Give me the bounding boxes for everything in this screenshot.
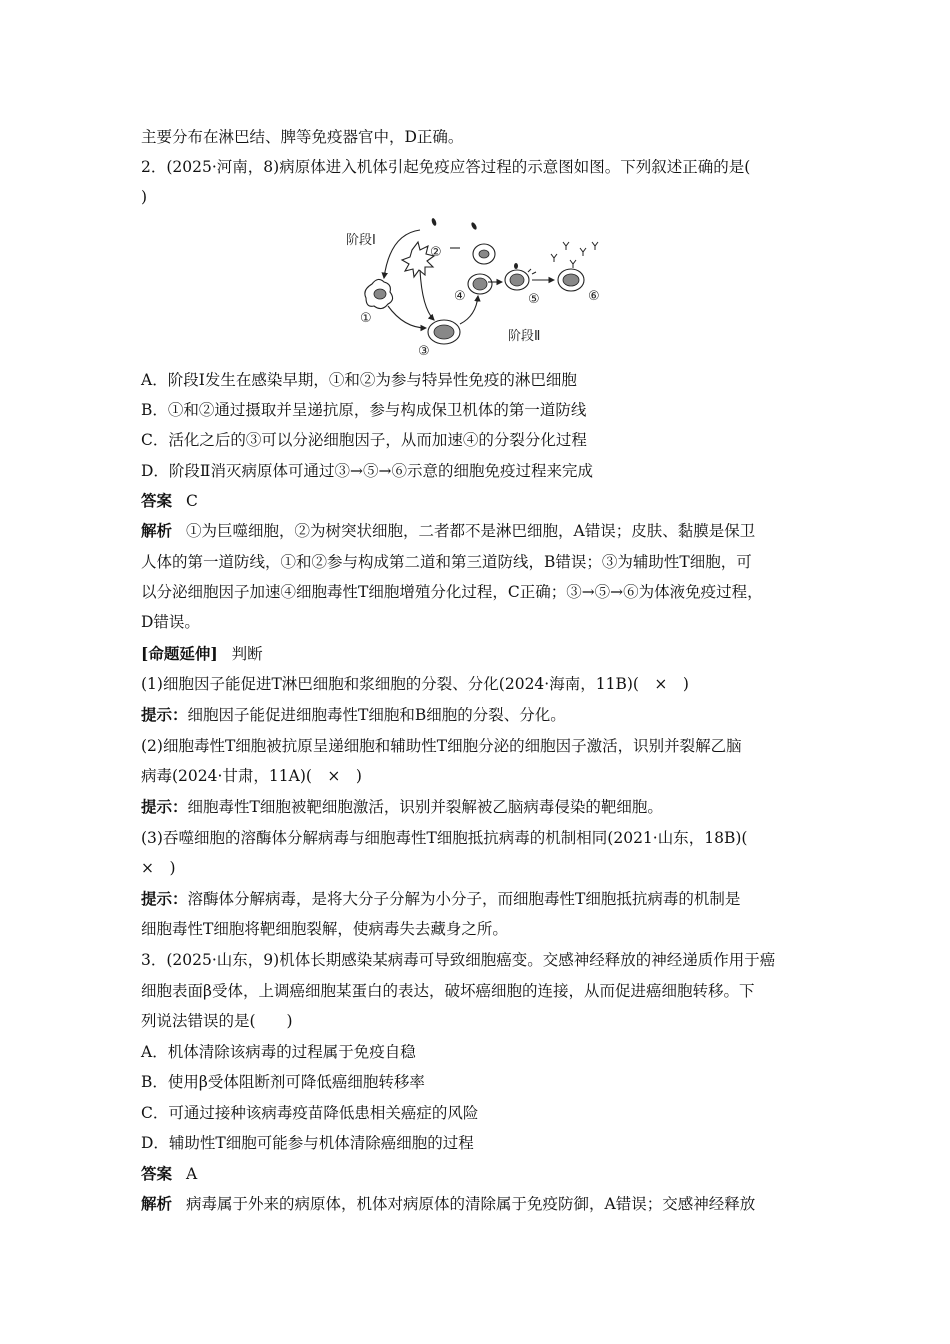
analysis-line — [141, 521, 755, 541]
text: D．辅助性T细胞可能参与机体清除癌细胞的过程 — [141, 1134, 474, 1152]
text: D错误。 — [141, 613, 200, 631]
judgment-1 — [141, 674, 689, 694]
text: 以分泌细胞因子加速④细胞毒性T细胞增殖分化过程，C正确；③→⑤→⑥为体液免疫过程， — [141, 583, 763, 601]
stage-2-label: 阶段Ⅱ — [508, 329, 541, 344]
text-line — [141, 1011, 293, 1031]
hint-label: 提示： — [141, 889, 188, 908]
text: ) — [141, 188, 148, 206]
text: (3)吞噬细胞的溶酶体分解病毒与细胞毒性T细胞抵抗病毒的机制相同(2021·山东，18B)( — [141, 829, 748, 847]
stage-1-label: 阶段Ⅰ — [346, 233, 376, 248]
label-3: ③ — [418, 344, 430, 359]
hint-3 — [141, 889, 740, 909]
text: (2)细胞毒性T细胞被抗原呈递细胞和辅助性T细胞分泌的细胞因子激活，识别并裂解乙脑 — [141, 737, 742, 755]
text: 病毒(2024·甘肃，11A)( × ) — [141, 767, 362, 785]
text: B．①和②通过摄取并呈递抗原，参与构成保卫机体的第一道防线 — [141, 401, 587, 419]
option-A — [141, 1042, 416, 1062]
option-B — [141, 400, 586, 420]
text: 人体的第一道防线，①和②参与构成第二道和第三道防线，B错误；③为辅助性T细胞，可 — [141, 553, 752, 571]
arrow — [388, 306, 426, 328]
text-line — [141, 127, 463, 147]
text: 细胞表面β受体，上调癌细胞某蛋白的表达，破坏癌细胞的连接，从而促进癌细胞转移。下 — [141, 982, 755, 1000]
hint-1 — [141, 705, 566, 725]
immune-response-diagram — [338, 212, 610, 360]
question-2-stem — [141, 157, 750, 177]
text: 判断 — [231, 645, 263, 663]
text: 细胞毒性T细胞被靶细胞激活，识别并裂解被乙脑病毒侵染的靶细胞。 — [187, 798, 663, 816]
hint-label: 提示： — [141, 705, 188, 724]
analysis-label: 解析 — [141, 521, 173, 540]
analysis-line — [141, 1194, 755, 1214]
antibodies — [528, 242, 598, 274]
text-line — [141, 552, 752, 572]
text: 主要分布在淋巴结、脾等免疫器官中，D正确。 — [141, 128, 464, 146]
text: 病毒属于外来的病原体，机体对病原体的清除属于免疫防御，A错误；交感神经释放 — [186, 1195, 756, 1213]
text: 3．(2025·山东，9)机体长期感染某病毒可导致细胞癌变。交感神经释放的神经递质作用于癌 — [141, 951, 776, 969]
text: 2．(2025·河南，8)病原体进入机体引起免疫应答过程的示意图如图。下列叙述正确的是( — [141, 158, 751, 176]
text-line — [141, 582, 763, 602]
judgment-3 — [141, 828, 747, 848]
arrow — [384, 230, 420, 278]
text: D．阶段Ⅱ消灭病原体可通过③→⑤→⑥示意的细胞免疫过程来完成 — [141, 462, 593, 480]
text: C．可通过接种该病毒疫苗降低患相关癌症的风险 — [141, 1104, 479, 1122]
answer-label: 答案 — [141, 1164, 173, 1183]
text: 细胞因子能促进细胞毒性T细胞和B细胞的分裂、分化。 — [187, 706, 566, 724]
option-D — [141, 1133, 474, 1153]
text-line — [141, 858, 176, 878]
answer-value: C — [186, 492, 198, 510]
answer-line — [141, 491, 198, 511]
label-5: ⑤ — [528, 292, 540, 307]
text-line — [141, 981, 754, 1001]
text: B．使用β受体阻断剂可降低癌细胞转移率 — [141, 1073, 425, 1091]
option-D — [141, 461, 593, 481]
hint-2 — [141, 797, 663, 817]
text: 细胞毒性T细胞将靶细胞裂解，使病毒失去藏身之所。 — [141, 920, 508, 938]
option-A — [141, 370, 577, 390]
judgment-2 — [141, 736, 742, 756]
text-line — [141, 187, 147, 207]
text: ①为巨噬细胞，②为树突状细胞，二者都不是淋巴细胞，A错误；皮肤、黏膜是保卫 — [186, 522, 756, 540]
text-line — [141, 919, 508, 939]
answer-label: 答案 — [141, 491, 173, 510]
analysis-label: 解析 — [141, 1194, 173, 1213]
text-line — [141, 766, 362, 786]
answer-value: A — [186, 1165, 198, 1183]
option-B — [141, 1072, 425, 1092]
text: 列说法错误的是( ) — [141, 1012, 293, 1030]
label-6: ⑥ — [588, 289, 600, 304]
label-1: ① — [360, 311, 372, 326]
text: C．活化之后的③可以分泌细胞因子，从而加速④的分裂分化过程 — [141, 431, 587, 449]
extension-label: [命题延伸] — [141, 644, 218, 663]
option-C — [141, 1103, 478, 1123]
text: 溶酶体分解病毒，是将大分子分解为小分子，而细胞毒性T细胞抵抗病毒的机制是 — [187, 890, 741, 908]
text: A．阶段Ⅰ发生在感染早期，①和②为参与特异性免疫的淋巴细胞 — [141, 371, 577, 389]
question-3-stem — [141, 950, 775, 970]
text: × ) — [141, 859, 176, 877]
text: (1)细胞因子能促进T淋巴细胞和浆细胞的分裂、分化(2024·海南，11B)( × ) — [141, 675, 689, 693]
label-4: ④ — [454, 289, 466, 304]
option-C — [141, 430, 587, 450]
text-line — [141, 612, 200, 632]
label-2: ② — [430, 245, 442, 260]
hint-label: 提示： — [141, 797, 188, 816]
arrow — [420, 270, 434, 320]
extension-heading — [141, 644, 263, 664]
answer-line — [141, 1164, 197, 1184]
text: A．机体清除该病毒的过程属于免疫自稳 — [141, 1043, 416, 1061]
